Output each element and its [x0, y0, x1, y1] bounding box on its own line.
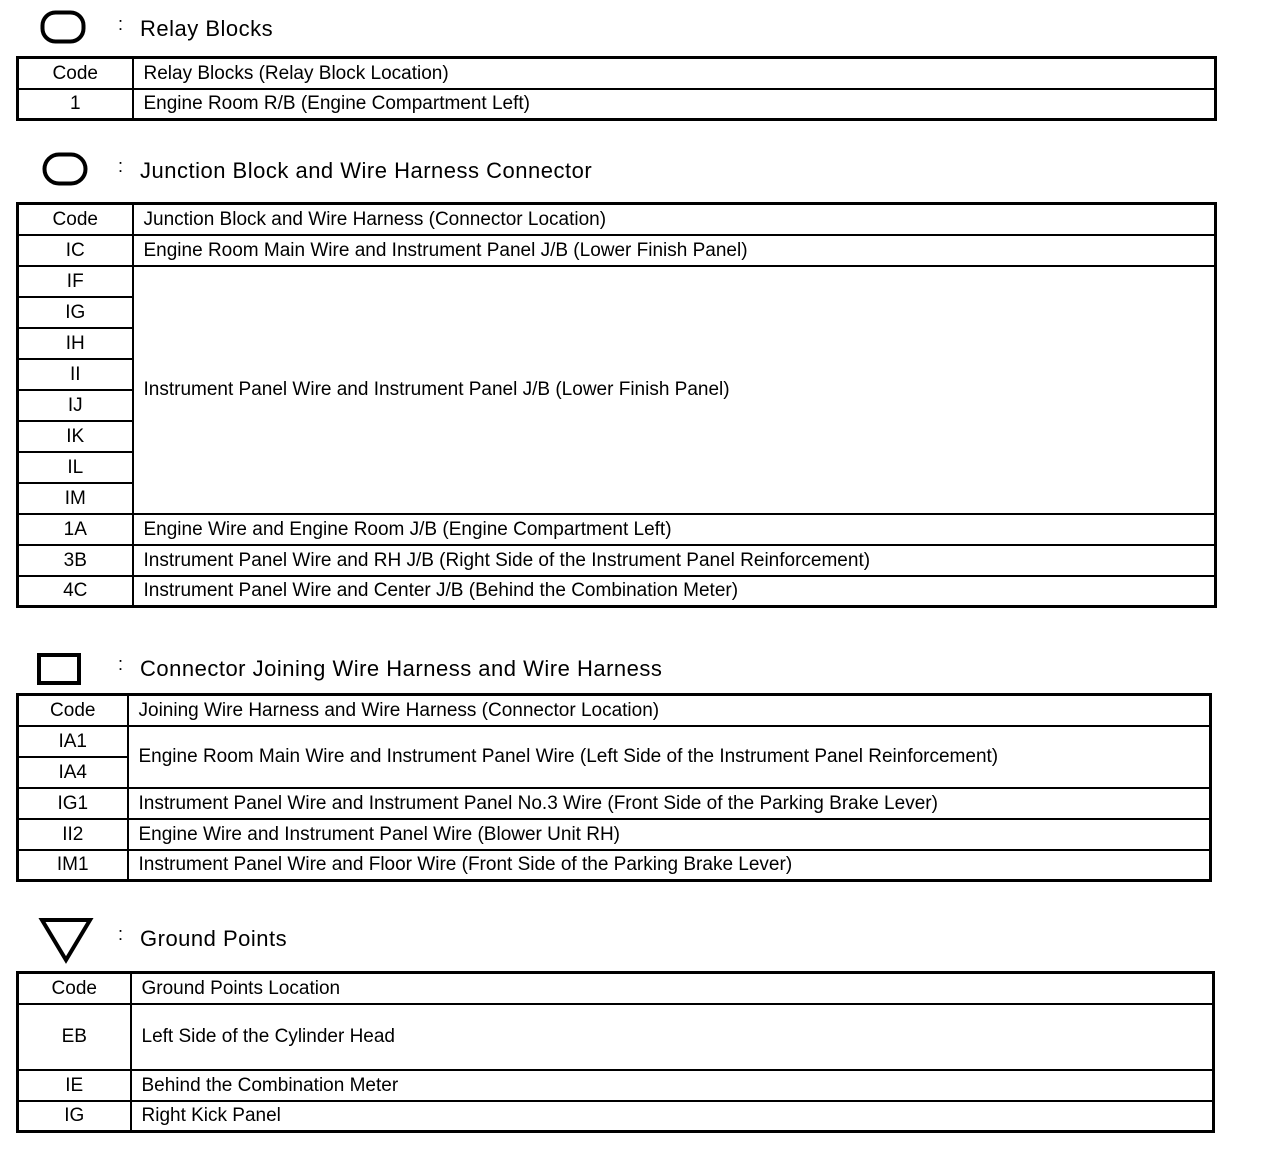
header-description: Junction Block and Wire Harness (Connector Location) — [133, 204, 1216, 235]
header-description: Relay Blocks (Relay Block Location) — [133, 58, 1216, 89]
row-code: IH — [18, 328, 133, 359]
table-row — [18, 726, 1211, 757]
triangle-icon — [38, 916, 94, 964]
header-code: Code — [18, 973, 131, 1004]
row-description: Engine Wire and Instrument Panel Wire (Blower Unit RH) — [128, 819, 1211, 850]
row-description: Instrument Panel Wire and RH J/B (Right Side of the Instrument Panel Reinforcement) — [133, 545, 1216, 576]
row-description: Instrument Panel Wire and Center J/B (Behind the Combination Meter) — [133, 576, 1216, 607]
colon: : — [118, 14, 124, 34]
table-row — [18, 1004, 1214, 1070]
header-description: Ground Points Location — [131, 973, 1214, 1004]
row-code: IG1 — [18, 788, 128, 819]
table-row — [18, 1070, 1214, 1101]
header-code: Code — [18, 204, 133, 235]
row-code: IJ — [18, 390, 133, 421]
connector-joining-table — [16, 693, 1212, 882]
row-description: Instrument Panel Wire and Instrument Panel J/B (Lower Finish Panel) — [133, 266, 1216, 514]
row-code: IK — [18, 421, 133, 452]
table-header-row — [18, 695, 1211, 726]
junction-block-table — [16, 202, 1217, 608]
row-code: IM1 — [18, 850, 128, 881]
table-row — [18, 514, 1216, 545]
table-row — [18, 266, 1216, 297]
row-description: Engine Wire and Engine Room J/B (Engine Compartment Left) — [133, 514, 1216, 545]
row-code: IG — [18, 1101, 131, 1132]
header-description: Joining Wire Harness and Wire Harness (Connector Location) — [128, 695, 1211, 726]
table-row — [18, 788, 1211, 819]
row-code: 1A — [18, 514, 133, 545]
header-code: Code — [18, 695, 128, 726]
row-code: EB — [18, 1004, 131, 1070]
ground-points-heading — [0, 916, 1264, 956]
row-description: Right Kick Panel — [131, 1101, 1214, 1132]
table-row — [18, 576, 1216, 607]
row-code: IE — [18, 1070, 131, 1101]
square-icon — [36, 652, 82, 686]
table-row — [18, 1101, 1214, 1132]
row-description: Instrument Panel Wire and Floor Wire (Front Side of the Parking Brake Lever) — [128, 850, 1211, 881]
section-title: Ground Points — [140, 926, 288, 951]
row-code: IG — [18, 297, 133, 328]
row-description: Instrument Panel Wire and Instrument Panel No.3 Wire (Front Side of the Parking Brake Lever) — [128, 788, 1211, 819]
table-header-row — [18, 973, 1214, 1004]
table-header-row — [18, 204, 1216, 235]
section-title: Relay Blocks — [140, 16, 274, 41]
section-title: Junction Block and Wire Harness Connector — [140, 158, 593, 183]
table-row — [18, 819, 1211, 850]
row-description: Engine Room Main Wire and Instrument Panel Wire (Left Side of the Instrument Panel Reinforcement) — [128, 726, 1211, 788]
rounded-rectangle-icon — [40, 10, 86, 44]
junction-block-heading — [0, 148, 1264, 188]
row-code: 1 — [18, 89, 133, 120]
connector-joining-heading — [0, 646, 1264, 686]
table-row — [18, 89, 1216, 120]
row-description: Engine Room Main Wire and Instrument Panel J/B (Lower Finish Panel) — [133, 235, 1216, 266]
table-header-row — [18, 58, 1216, 89]
row-description: Behind the Combination Meter — [131, 1070, 1214, 1101]
row-code: II — [18, 359, 133, 390]
row-code: IF — [18, 266, 133, 297]
table-row — [18, 545, 1216, 576]
colon: : — [118, 654, 124, 674]
relay-blocks-table — [16, 56, 1217, 121]
row-code: IA4 — [18, 757, 128, 788]
relay-blocks-heading — [0, 6, 1264, 46]
row-code: IL — [18, 452, 133, 483]
row-code: IM — [18, 483, 133, 514]
row-description: Engine Room R/B (Engine Compartment Left) — [133, 89, 1216, 120]
colon: : — [118, 156, 124, 176]
header-code: Code — [18, 58, 133, 89]
row-code: II2 — [18, 819, 128, 850]
table-row — [18, 235, 1216, 266]
table-row — [18, 850, 1211, 881]
ground-points-table — [16, 971, 1215, 1133]
oval-icon — [42, 152, 88, 186]
colon: : — [118, 924, 124, 944]
row-code: 4C — [18, 576, 133, 607]
row-description: Left Side of the Cylinder Head — [131, 1004, 1214, 1070]
row-code: 3B — [18, 545, 133, 576]
row-code: IA1 — [18, 726, 128, 757]
row-code: IC — [18, 235, 133, 266]
section-title: Connector Joining Wire Harness and Wire Harness — [140, 656, 663, 681]
